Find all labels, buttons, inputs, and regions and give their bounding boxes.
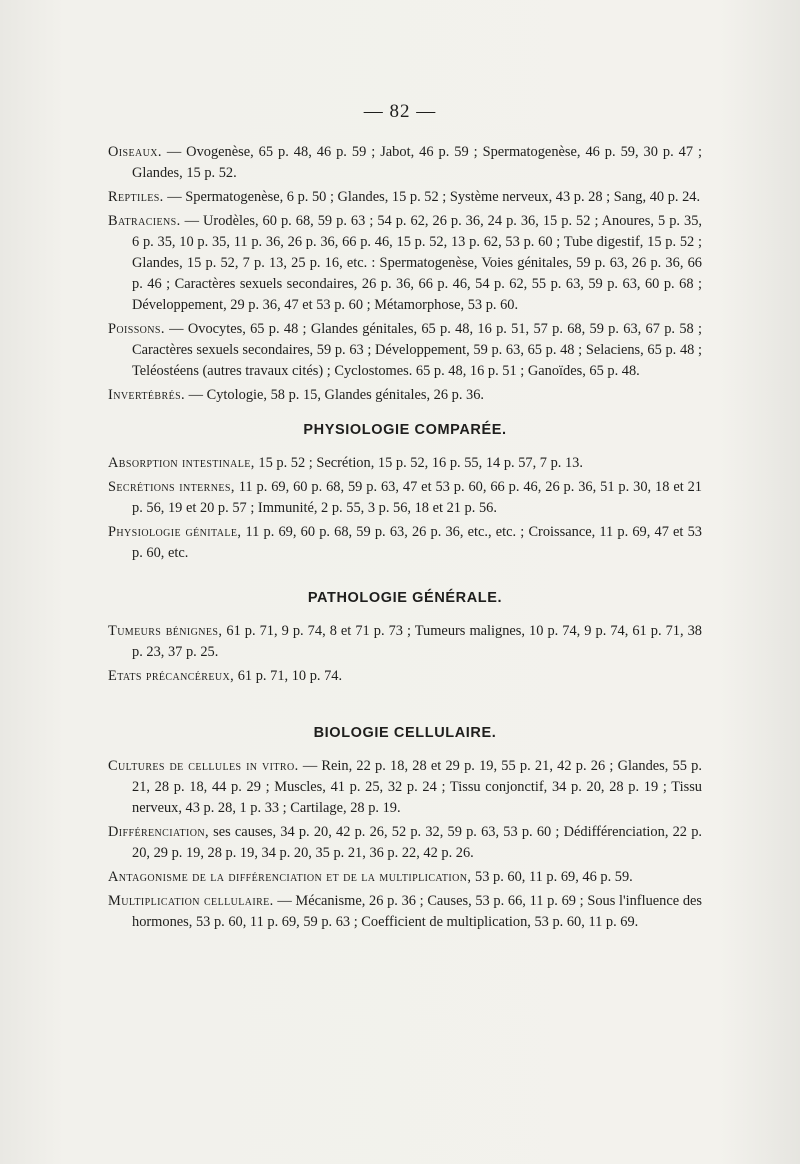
entry-text: — Urodèles, 60 p. 68, 59 p. 63 ; 54 p. 62, 26 p. 36, 24 p. 36, 15 p. 52 ; Anoures, 5 p. 35, 6 p. 35, 10 p. 35, 11 p. 36, 26 p. 36, 66 p. 46, 15 p. 52, 13 p. 62, 53 p. 60 ; Tube digestif, 15 p. 52 ; Glandes, 15 p. 52, 7 p. 13, 25 p. 16, etc. : Spermatogenèse, Voies génitales, 59 p. 63, 26 p. 36, 66 p. 46 ; Caractères sexuels secondaires, 26 p. 36, 66 p. 46, 54 p. 62, 55 p. 63, 59 p. 63, 60 p. 68 ; Développement, 29 p. 36, 47 et 53 p. 60 ; Métamorphose, 53 p. 60. [132, 213, 702, 313]
index-entry [108, 867, 702, 888]
entry-lead: Antagonisme de la différenciation et de la multiplication, [108, 869, 472, 885]
index-entry [108, 621, 702, 663]
entry-lead: Oiseaux. [108, 144, 162, 160]
entry-text: 61 p. 71, 9 p. 74, 8 et 71 p. 73 ; Tumeurs malignes, 10 p. 74, 9 p. 74, 61 p. 71, 38 p. 23, 37 p. 25. [132, 623, 702, 660]
entry-lead: Poissons. [108, 321, 165, 337]
index-entry-oiseaux [108, 142, 702, 184]
section-heading: PATHOLOGIE GÉNÉRALE. [307, 590, 503, 606]
index-entry [108, 891, 702, 933]
entry-lead: Reptiles. [108, 189, 164, 205]
entry-text: — Rein, 22 p. 18, 28 et 29 p. 19, 55 p. 21, 42 p. 26 ; Glandes, 55 p. 21, 28 p. 18, 44 p. 29 ; Muscles, 41 p. 25, 32 p. 24 ; Tissu conjonctif, 34 p. 20, 28 p. 19 ; Tissu nerveux, 43 p. 28, 1 p. 33 ; Cartilage, 28 p. 19. [132, 758, 702, 816]
entry-text: 11 p. 69, 60 p. 68, 59 p. 63, 26 p. 36, etc., etc. ; Croissance, 11 p. 69, 47 et 53 p. 60, etc. [132, 524, 702, 561]
index-entry [108, 477, 702, 519]
entry-text: — Spermatogenèse, 6 p. 50 ; Glandes, 15 p. 52 ; Système nerveux, 43 p. 28 ; Sang, 40 p. 24. [163, 189, 701, 205]
index-entry-poissons [108, 319, 702, 382]
entry-lead: Différenciation, [108, 824, 209, 840]
entry-text: — Mécanisme, 26 p. 36 ; Causes, 53 p. 66, 11 p. 69 ; Sous l'influence des hormones, 53 p. 60, 11 p. 69, 59 p. 63 ; Coefficient de multiplication, 53 p. 60, 11 p. 69. [132, 893, 703, 930]
entry-lead: Cultures de cellules in vitro. [108, 758, 299, 774]
entry-text: 11 p. 69, 60 p. 68, 59 p. 63, 47 et 53 p. 60, 66 p. 46, 26 p. 36, 51 p. 30, 18 et 21 p. 56, 19 et 20 p. 57 ; Immunité, 2 p. 55, 3 p. 56, 18 et 21 p. 56. [132, 479, 702, 516]
index-entry-invertebres [108, 385, 702, 406]
entry-text: ses causes, 34 p. 20, 42 p. 26, 52 p. 32, 59 p. 63, 53 p. 60 ; Dédifférenciation, 22 p. 20, 29 p. 19, 28 p. 19, 34 p. 20, 35 p. 21, 36 p. 22, 42 p. 26. [132, 824, 702, 861]
entry-text: — Ovocytes, 65 p. 48 ; Glandes génitales, 65 p. 48, 16 p. 51, 57 p. 68, 59 p. 63, 67 p. 58 ; Caractères sexuels secondaires, 59 p. 63 ; Développement, 59 p. 63, 65 p. 48 ; Selaciens, 65 p. 48 ; Teléostéens (autres travaux cités) ; Cyclostomes. 65 p. 48, 16 p. 51 ; Ganoïdes, 65 p. 48. [132, 321, 702, 379]
entry-text: 53 p. 60, 11 p. 69, 46 p. 59. [471, 869, 633, 885]
index-entry [108, 522, 702, 564]
entry-text: — Ovogenèse, 65 p. 48, 46 p. 59 ; Jabot, 46 p. 59 ; Spermatogenèse, 46 p. 59, 30 p. 47 ; Glandes, 15 p. 52. [132, 144, 702, 181]
section-physiologie-comparee [108, 420, 702, 564]
index-entry [108, 822, 702, 864]
entry-lead: Secrétions internes, [108, 479, 235, 495]
entry-lead: Tumeurs bénignes, [108, 623, 223, 639]
entry-lead: Physiologie génitale, [108, 524, 242, 540]
page-number: — 82 — [363, 101, 437, 122]
entry-lead: Invertébrés. [108, 387, 186, 403]
index-entry [108, 666, 702, 687]
entry-lead: Absorption intestinale, [108, 455, 255, 471]
section-pathologie-generale [108, 588, 702, 687]
section-heading: PHYSIOLOGIE COMPARÉE. [303, 422, 507, 438]
index-entry-reptiles [108, 187, 702, 208]
section-biologie-cellulaire [108, 723, 702, 933]
index-entry [108, 453, 702, 474]
index-content [108, 142, 702, 933]
section-heading: BIOLOGIE CELLULAIRE. [313, 725, 497, 741]
entry-text: 15 p. 52 ; Secrétion, 15 p. 52, 16 p. 55, 14 p. 57, 7 p. 13. [254, 455, 583, 471]
entry-lead: Batraciens. [108, 213, 181, 229]
index-entry [108, 756, 702, 819]
section-zoology [108, 142, 702, 406]
entry-lead: Multiplication cellulaire. [108, 893, 274, 909]
entry-text: — Cytologie, 58 p. 15, Glandes génitales, 26 p. 36. [185, 387, 485, 403]
index-entry-batraciens [108, 211, 702, 316]
entry-text: 61 p. 71, 10 p. 74. [234, 668, 343, 684]
entry-lead: Etats précancéreux, [108, 668, 235, 684]
